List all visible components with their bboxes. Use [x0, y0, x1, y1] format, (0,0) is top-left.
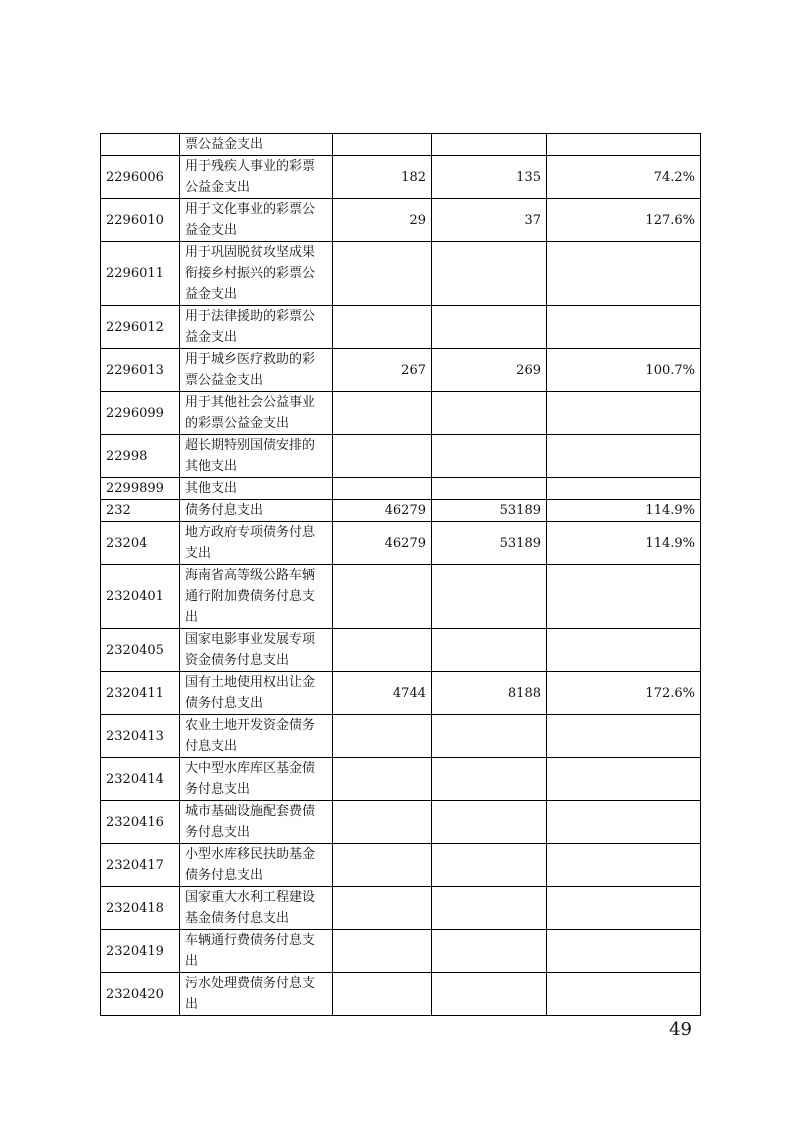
row-name: 大中型水库库区基金债务付息支出 [180, 758, 333, 801]
row-code: 2296010 [101, 199, 180, 242]
table-row [101, 199, 701, 242]
table-row [101, 565, 701, 629]
row-actual-value [432, 887, 547, 930]
table-row [101, 672, 701, 715]
row-budget-value [333, 629, 432, 672]
row-name: 其他支出 [180, 478, 333, 500]
row-code: 2296013 [101, 349, 180, 392]
row-budget-value [333, 758, 432, 801]
row-budget-value [333, 565, 432, 629]
row-actual-value: 269 [432, 349, 547, 392]
row-code: 2320413 [101, 715, 180, 758]
row-name: 债务付息支出 [180, 500, 333, 522]
row-name: 票公益金支出 [180, 134, 333, 156]
table-row [101, 134, 701, 156]
table-row [101, 715, 701, 758]
table-row [101, 930, 701, 973]
row-name: 地方政府专项债务付息支出 [180, 522, 333, 565]
table-body [101, 134, 701, 1016]
row-actual-value [432, 629, 547, 672]
row-budget-value [333, 435, 432, 478]
row-code: 2320418 [101, 887, 180, 930]
row-name: 用于巩固脱贫攻坚成果衔接乡村振兴的彩票公益金支出 [180, 242, 333, 306]
row-name: 污水处理费债务付息支出 [180, 973, 333, 1016]
row-budget-value [333, 973, 432, 1016]
row-budget-value [333, 887, 432, 930]
row-budget-value [333, 242, 432, 306]
row-actual-value [432, 392, 547, 435]
row-actual-value [432, 930, 547, 973]
budget-table [100, 133, 701, 1016]
row-code: 2320405 [101, 629, 180, 672]
row-ratio-value [547, 478, 701, 500]
row-budget-value [333, 134, 432, 156]
row-ratio-value: 127.6% [547, 199, 701, 242]
table-row [101, 629, 701, 672]
row-name: 用于文化事业的彩票公益金支出 [180, 199, 333, 242]
row-ratio-value [547, 758, 701, 801]
row-code: 2320419 [101, 930, 180, 973]
row-budget-value [333, 715, 432, 758]
row-code: 2296012 [101, 306, 180, 349]
row-code: 2320401 [101, 565, 180, 629]
row-name: 用于城乡医疗救助的彩票公益金支出 [180, 349, 333, 392]
table-row [101, 887, 701, 930]
row-ratio-value: 74.2% [547, 156, 701, 199]
row-ratio-value [547, 629, 701, 672]
row-ratio-value [547, 801, 701, 844]
row-budget-value [333, 478, 432, 500]
row-actual-value [432, 306, 547, 349]
row-code: 23204 [101, 522, 180, 565]
row-code: 2296011 [101, 242, 180, 306]
row-name: 国有土地使用权出让金债务付息支出 [180, 672, 333, 715]
row-budget-value: 4744 [333, 672, 432, 715]
table-row [101, 392, 701, 435]
row-actual-value [432, 758, 547, 801]
row-actual-value: 53189 [432, 500, 547, 522]
row-budget-value [333, 844, 432, 887]
row-ratio-value [547, 844, 701, 887]
table-row [101, 758, 701, 801]
row-name: 农业土地开发资金债务付息支出 [180, 715, 333, 758]
row-ratio-value [547, 134, 701, 156]
row-ratio-value: 114.9% [547, 522, 701, 565]
table-row [101, 156, 701, 199]
row-actual-value [432, 715, 547, 758]
row-actual-value [432, 844, 547, 887]
row-name: 城市基础设施配套费债务付息支出 [180, 801, 333, 844]
row-ratio-value [547, 887, 701, 930]
row-ratio-value [547, 930, 701, 973]
row-code: 2320417 [101, 844, 180, 887]
row-ratio-value [547, 306, 701, 349]
row-actual-value: 135 [432, 156, 547, 199]
row-name: 小型水库移民扶助基金债务付息支出 [180, 844, 333, 887]
row-code: 2320414 [101, 758, 180, 801]
row-name: 车辆通行费债务付息支出 [180, 930, 333, 973]
row-ratio-value [547, 242, 701, 306]
row-code [101, 134, 180, 156]
table-row [101, 306, 701, 349]
row-name: 海南省高等级公路车辆通行附加费债务付息支出 [180, 565, 333, 629]
row-name: 用于其他社会公益事业的彩票公益金支出 [180, 392, 333, 435]
row-ratio-value [547, 392, 701, 435]
row-actual-value [432, 801, 547, 844]
row-code: 2320411 [101, 672, 180, 715]
row-ratio-value [547, 715, 701, 758]
row-name: 用于法律援助的彩票公益金支出 [180, 306, 333, 349]
row-budget-value [333, 930, 432, 973]
table-row [101, 435, 701, 478]
row-ratio-value: 114.9% [547, 500, 701, 522]
row-budget-value: 267 [333, 349, 432, 392]
table-row [101, 801, 701, 844]
row-code: 2320416 [101, 801, 180, 844]
row-ratio-value [547, 973, 701, 1016]
row-actual-value: 37 [432, 199, 547, 242]
table-row [101, 478, 701, 500]
row-budget-value: 46279 [333, 522, 432, 565]
row-code: 2320420 [101, 973, 180, 1016]
row-name: 超长期特别国债安排的其他支出 [180, 435, 333, 478]
row-code: 232 [101, 500, 180, 522]
row-ratio-value: 172.6% [547, 672, 701, 715]
row-actual-value [432, 565, 547, 629]
row-actual-value [432, 242, 547, 306]
row-actual-value: 8188 [432, 672, 547, 715]
table-row [101, 973, 701, 1016]
row-ratio-value: 100.7% [547, 349, 701, 392]
row-budget-value: 182 [333, 156, 432, 199]
row-actual-value: 53189 [432, 522, 547, 565]
row-ratio-value [547, 435, 701, 478]
table-row [101, 844, 701, 887]
row-budget-value: 46279 [333, 500, 432, 522]
row-budget-value [333, 801, 432, 844]
table-row [101, 349, 701, 392]
table-row [101, 500, 701, 522]
row-code: 2296099 [101, 392, 180, 435]
row-budget-value [333, 392, 432, 435]
row-code: 2296006 [101, 156, 180, 199]
row-code: 22998 [101, 435, 180, 478]
row-actual-value [432, 435, 547, 478]
table-row [101, 242, 701, 306]
page-number: 49 [669, 1019, 692, 1040]
row-budget-value [333, 306, 432, 349]
row-actual-value [432, 973, 547, 1016]
row-budget-value: 29 [333, 199, 432, 242]
row-ratio-value [547, 565, 701, 629]
row-code: 2299899 [101, 478, 180, 500]
row-name: 国家电影事业发展专项资金债务付息支出 [180, 629, 333, 672]
row-name: 国家重大水利工程建设基金债务付息支出 [180, 887, 333, 930]
table-row [101, 522, 701, 565]
row-name: 用于残疾人事业的彩票公益金支出 [180, 156, 333, 199]
row-actual-value [432, 478, 547, 500]
row-actual-value [432, 134, 547, 156]
